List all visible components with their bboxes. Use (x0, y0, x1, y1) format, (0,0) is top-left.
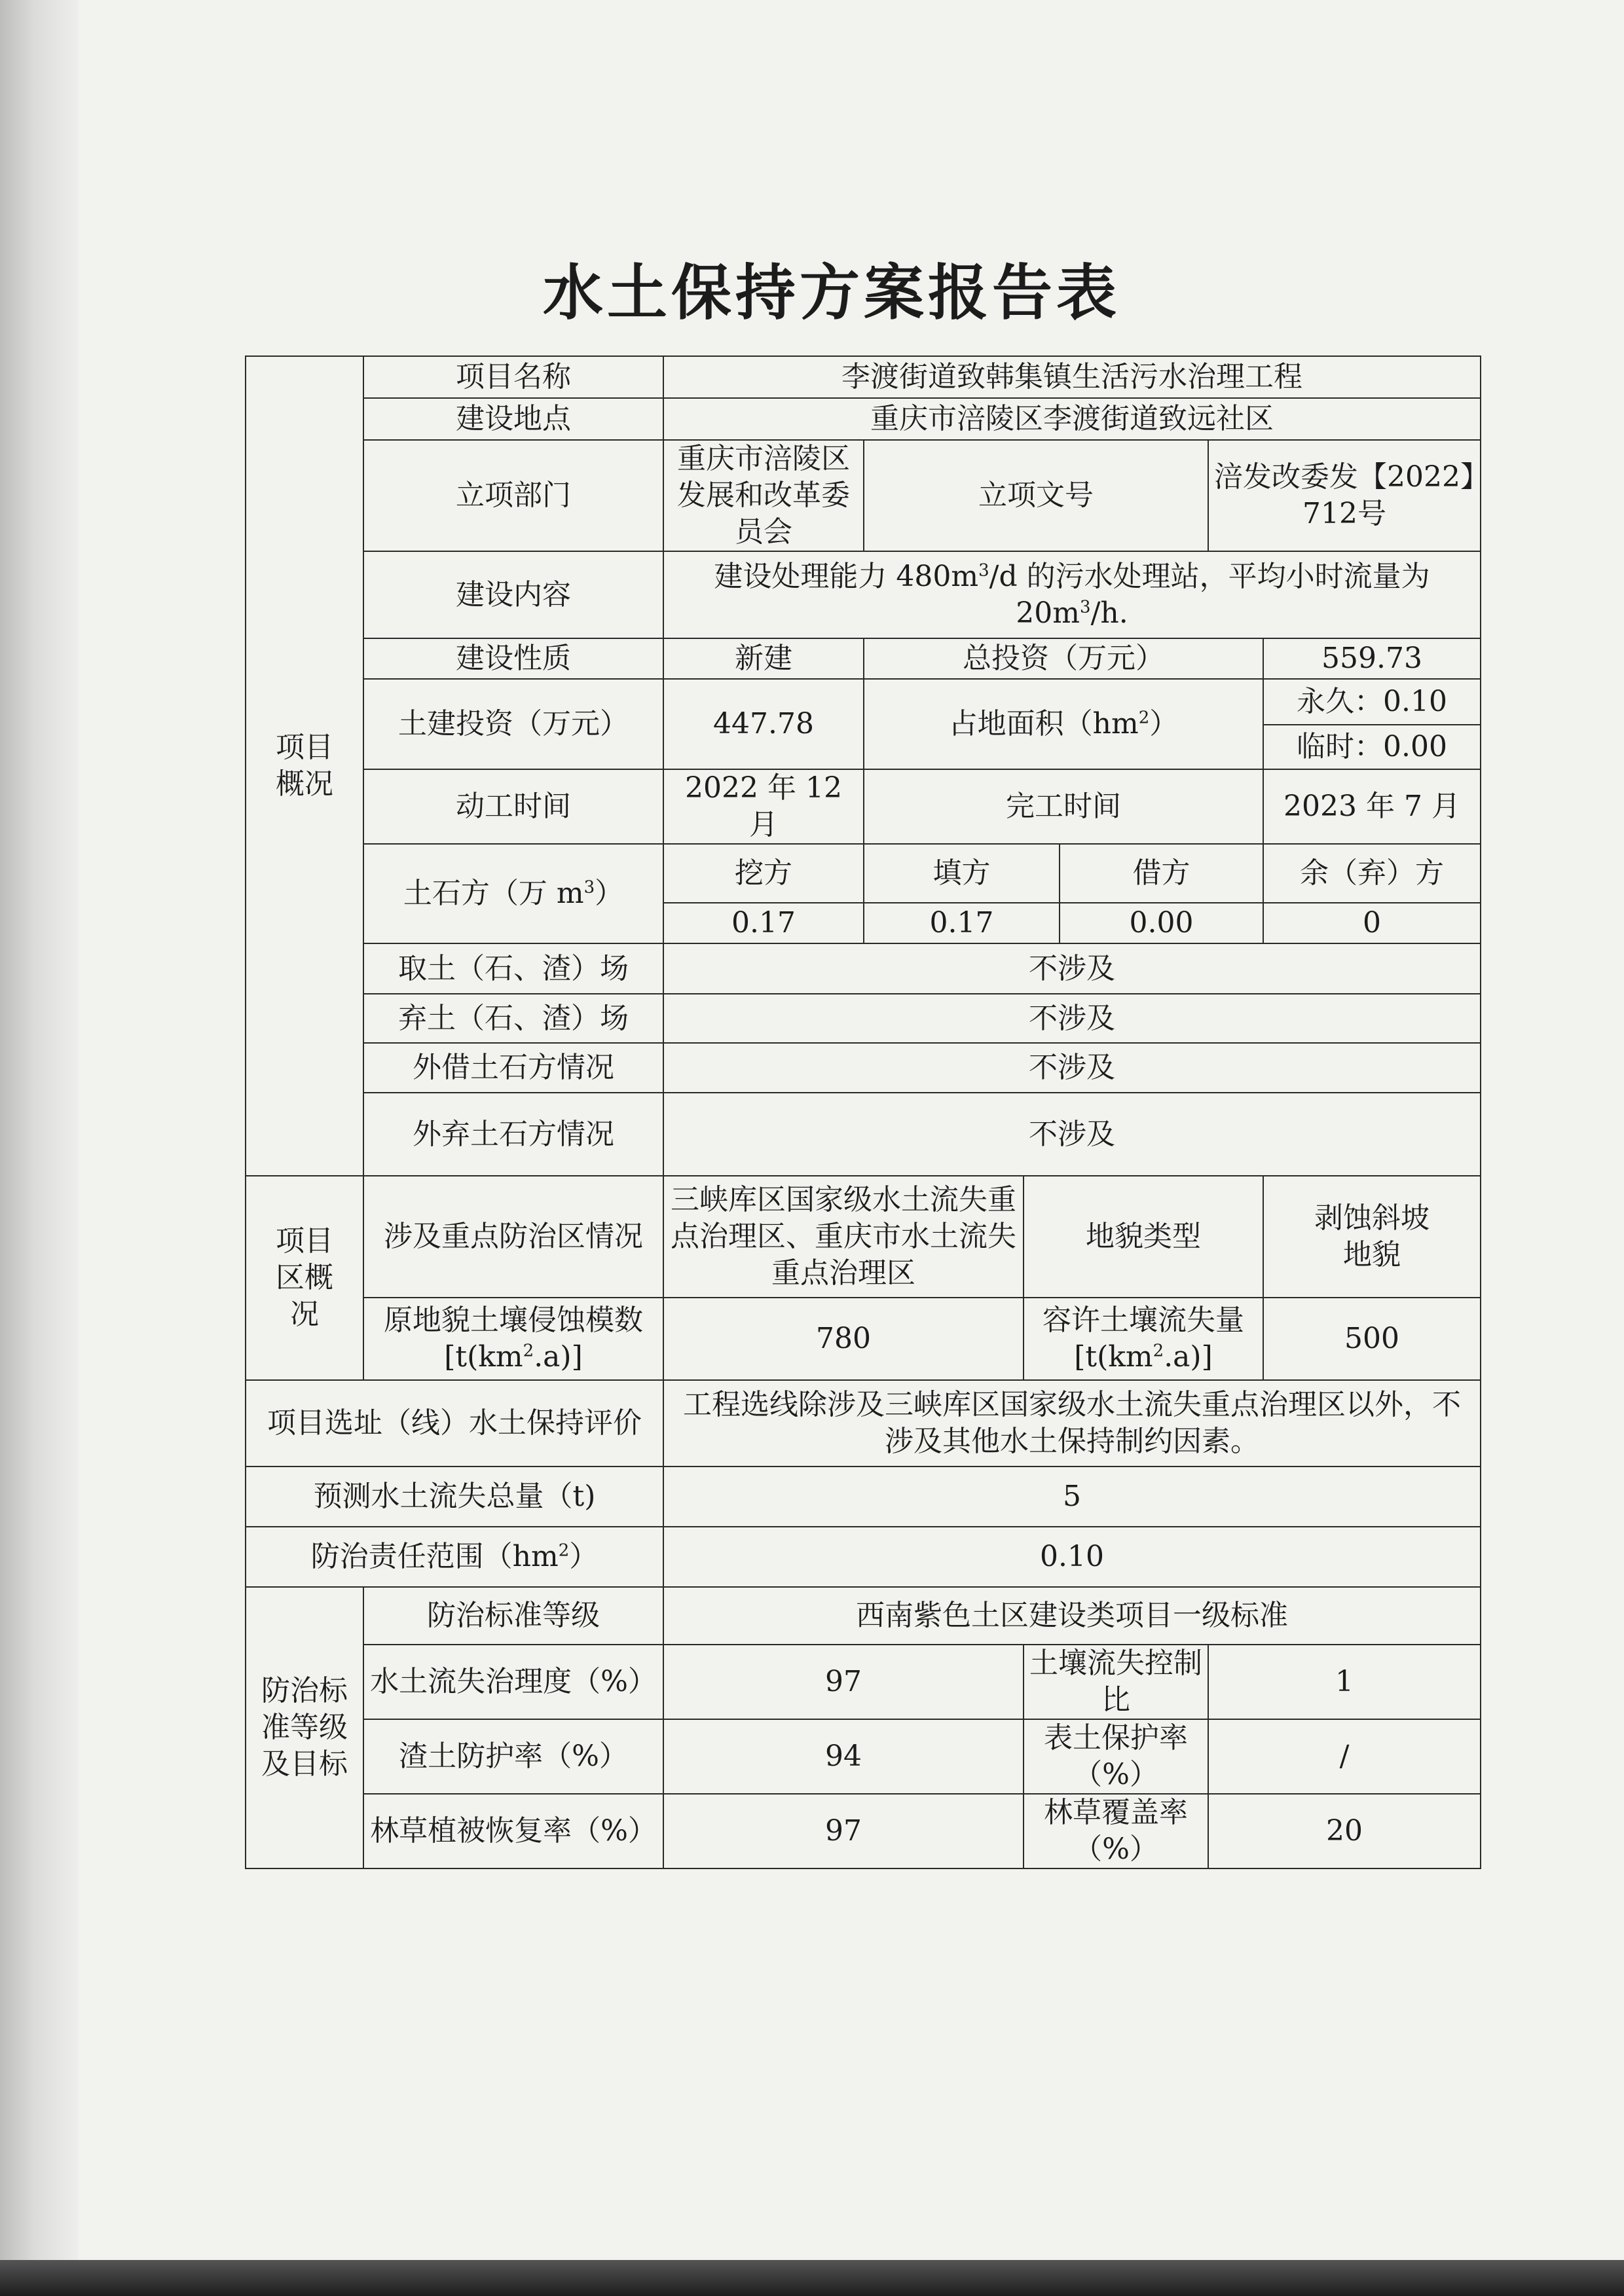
value-borrow-site: 不涉及 (663, 943, 1481, 994)
document-page (39, 0, 1624, 2260)
label-earthwork: 土石方（万 $m^3$） (363, 844, 663, 943)
value-target: 94 (663, 1719, 1024, 1794)
section-area-overview: 项目区概况 (246, 1176, 363, 1380)
value-approval-dept: 重庆市涪陵区发展和改革委员会 (663, 440, 864, 551)
row-predicted-loss (246, 1467, 1481, 1527)
page-title: 水土保持方案报告表 (542, 257, 1120, 328)
value-location: 重庆市涪陵区李渡街道致远社区 (663, 398, 1481, 440)
value-target: 20 (1208, 1794, 1481, 1868)
label-nature: 建设性质 (363, 638, 663, 679)
value-ext-borrow: 不涉及 (663, 1043, 1481, 1093)
row-erosion (246, 1298, 1481, 1380)
value-key-zone: 三峡库区国家级水土流失重点治理区、重庆市水土流失重点治理区 (663, 1176, 1024, 1298)
row-schedule (246, 769, 1481, 844)
row-location (246, 398, 1481, 440)
label-end: 完工时间 (864, 769, 1263, 844)
value-total-invest: 559.73 (1263, 638, 1481, 679)
row-nature (246, 638, 1481, 679)
value-target: 97 (663, 1794, 1024, 1868)
row-ext-spoil (246, 1093, 1481, 1176)
value-responsibility: 0.10 (663, 1527, 1481, 1587)
earth-header-cut: 挖方 (663, 844, 864, 903)
value-content: 建设处理能力 $480m^3/d$ 的污水处理站，平均小时流量为 $20m^3/h$. (663, 551, 1481, 638)
value-ext-spoil: 不涉及 (663, 1093, 1481, 1176)
label-target: 水土流失治理度（%） (363, 1645, 663, 1719)
earth-header-spoil: 余（弃）方 (1263, 844, 1481, 903)
label-approval-doc: 立项文号 (864, 440, 1208, 551)
label-predicted-loss: 预测水土流失总量（t) (246, 1467, 663, 1527)
value-civil-invest: 447.78 (663, 679, 864, 769)
earth-header-borrow: 借方 (1060, 844, 1263, 903)
row-key-zone (246, 1176, 1481, 1298)
row-target-3 (246, 1794, 1481, 1868)
row-standard-grade (246, 1587, 1481, 1645)
value-target: / (1208, 1719, 1481, 1794)
section-standards: 防治标准等级及目标 (246, 1587, 363, 1868)
value-erosion: 780 (663, 1298, 1024, 1380)
label-location: 建设地点 (363, 398, 663, 440)
value-area-temporary: 临时：0.00 (1263, 725, 1481, 769)
earth-value-cut: 0.17 (663, 903, 864, 943)
row-borrow-site (246, 943, 1481, 994)
row-civil-invest (246, 679, 1481, 725)
label-project-name: 项目名称 (363, 356, 663, 398)
label-approval-dept: 立项部门 (363, 440, 663, 551)
label-site-eval: 项目选址（线）水土保持评价 (246, 1380, 663, 1467)
row-site-eval (246, 1380, 1481, 1467)
label-target: 渣土防护率（%） (363, 1719, 663, 1794)
row-spoil-site (246, 994, 1481, 1043)
value-predicted-loss: 5 (663, 1467, 1481, 1527)
label-target: 林草植被恢复率（%） (363, 1794, 663, 1868)
value-approval-doc: 涪发改委发【2022】712号 (1208, 440, 1481, 551)
label-total-invest: 总投资（万元） (864, 638, 1263, 679)
label-borrow-site: 取土（石、渣）场 (363, 943, 663, 994)
label-civil-invest: 土建投资（万元） (363, 679, 663, 769)
value-start: 2022 年 12 月 (663, 769, 864, 844)
row-content (246, 551, 1481, 638)
value-site-eval: 工程选线除涉及三峡库区国家级水土流失重点治理区以外，不涉及其他水土保持制约因素。 (663, 1380, 1481, 1467)
earth-header-fill: 填方 (864, 844, 1060, 903)
label-ext-borrow: 外借土石方情况 (363, 1043, 663, 1093)
label-responsibility: 防治责任范围$(hm^2)$ (246, 1527, 663, 1587)
label-standard-grade: 防治标准等级 (363, 1587, 663, 1645)
value-target: 97 (663, 1645, 1024, 1719)
label-target: 表土保护率（%） (1024, 1719, 1208, 1794)
label-ext-spoil: 外弃土石方情况 (363, 1093, 663, 1176)
value-allowable-loss: 500 (1263, 1298, 1481, 1380)
value-project-name: 李渡街道致韩集镇生活污水治理工程 (663, 356, 1481, 398)
row-target-2 (246, 1719, 1481, 1794)
row-target-1 (246, 1645, 1481, 1719)
label-allowable-loss: 容许土壤流失量 $[t(km^2.a)]$ (1024, 1298, 1263, 1380)
row-earth-headers (246, 844, 1481, 903)
label-land-area: 占地面积$(hm^2)$ (864, 679, 1263, 769)
value-end: 2023 年 7 月 (1263, 769, 1481, 844)
row-ext-borrow (246, 1043, 1481, 1093)
value-landform: 剥蚀斜坡地貌 (1263, 1176, 1481, 1298)
label-erosion: 原地貌土壤侵蚀模数 $[t(km^2.a)]$ (363, 1298, 663, 1380)
value-nature: 新建 (663, 638, 864, 679)
label-target: 林草覆盖率（%） (1024, 1794, 1208, 1868)
label-key-zone: 涉及重点防治区情况 (363, 1176, 663, 1298)
report-table (245, 355, 1481, 1869)
label-content: 建设内容 (363, 551, 663, 638)
label-target: 土壤流失控制比 (1024, 1645, 1208, 1719)
label-start: 动工时间 (363, 769, 663, 844)
section-project-overview: 项目概况 (246, 356, 363, 1176)
value-area-permanent: 永久：0.10 (1263, 679, 1481, 725)
earth-value-borrow: 0.00 (1060, 903, 1263, 943)
earth-value-spoil: 0 (1263, 903, 1481, 943)
value-standard-grade: 西南紫色土区建设类项目一级标准 (663, 1587, 1481, 1645)
earth-value-fill: 0.17 (864, 903, 1060, 943)
label-spoil-site: 弃土（石、渣）场 (363, 994, 663, 1043)
scan-bottom-edge (0, 2260, 1624, 2296)
row-approval (246, 440, 1481, 551)
value-spoil-site: 不涉及 (663, 994, 1481, 1043)
label-landform: 地貌类型 (1024, 1176, 1263, 1298)
value-target: 1 (1208, 1645, 1481, 1719)
row-responsibility (246, 1527, 1481, 1587)
row-project-name (246, 356, 1481, 398)
